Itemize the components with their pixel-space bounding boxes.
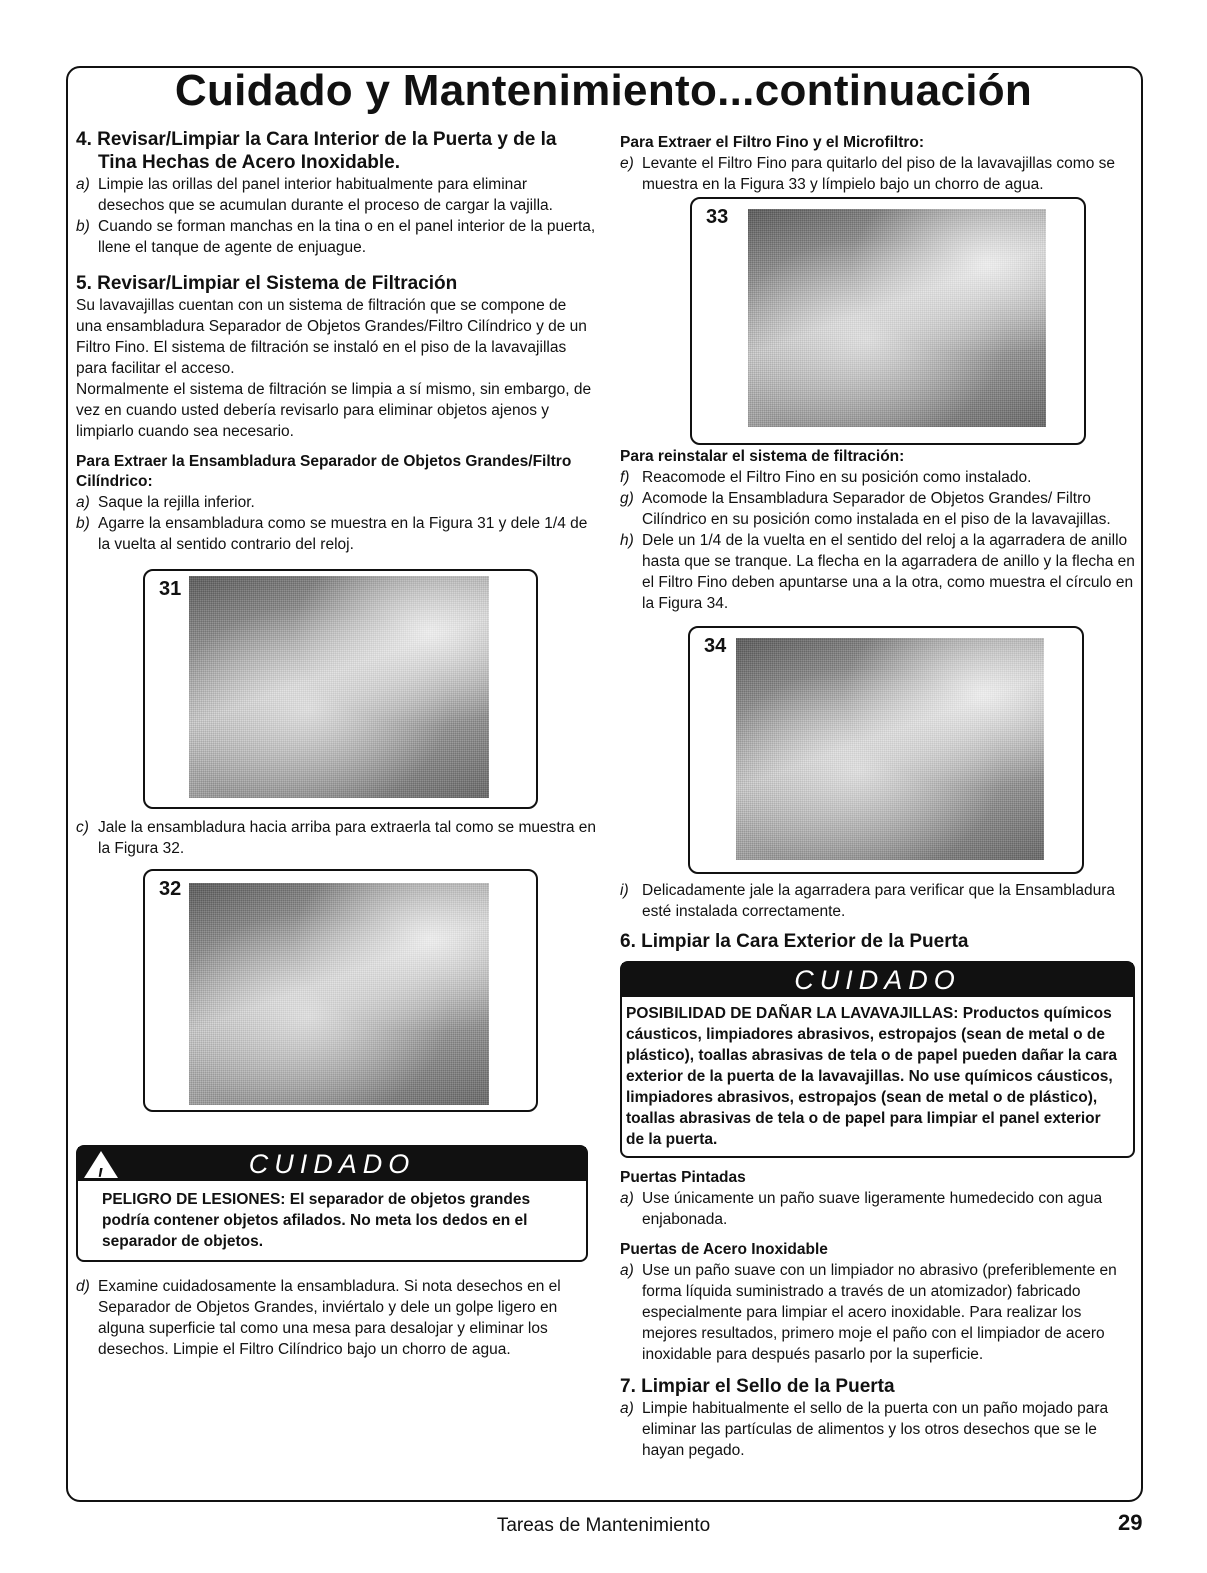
fine-filter-item-e: e) Levante el Filtro Fino para quitarlo del piso de la lavavajillas como se muestra en la Figura 33 y límpielo bajo un chorro de agua. [620, 155, 1115, 193]
figure-32-number: 32 [159, 878, 182, 900]
extract-item-c: c) Jale la ensambladura hacia arriba para extraerla tal como se muestra en la Figura 32. [76, 819, 596, 857]
figure-32 [143, 869, 538, 1112]
page-title: Cuidado y Mantenimiento...continuación [174, 66, 1033, 115]
section-4-title: 4. Revisar/Limpiar la Cara Interior de la Puerta y de la Tina Hechas de Acero Inoxidable. [76, 129, 557, 173]
right-column [620, 133, 1135, 1461]
extract-item-b: b) Agarre la ensambladura como se muestra en la Figura 31 y dele 1/4 de la vuelta al sentido contrario del reloj. [76, 515, 588, 553]
section-5-title: 5. Revisar/Limpiar el Sistema de Filtración [76, 273, 458, 294]
section-7-title: 7. Limpiar el Sello de la Puerta [620, 1376, 895, 1397]
extract-item-d: d) Examine cuidadosamente la ensambladura. Si nota desechos en el Separador de Objetos Grandes, inviértalo y dele un golpe ligero en alguna superficie tal como una mesa para desalojar y eliminar los desechos. Limpie el Filtro Cilíndrico bajo un chorro de agua. [76, 1278, 561, 1358]
caution-text: PELIGRO DE LESIONES: El separador de objetos grandes podría contener objetos afilados. No meta los dedos en el separador de objetos. [102, 1191, 531, 1250]
section-7-item-a: a) Limpie habitualmente el sello de la puerta con un paño mojado para eliminar las partículas de alimentos y los otros desechos que se le hayan pegado. [620, 1400, 1109, 1459]
painted-doors-title: Puertas Pintadas [620, 1169, 746, 1186]
extract-assembly-title: Para Extraer la Ensambladura Separador de Objetos Grandes/Filtro Cilíndrico: [76, 453, 572, 490]
figure-32-photo [189, 883, 489, 1105]
reinstall-title: Para reinstalar el sistema de filtración: [620, 448, 905, 465]
fine-filter-title: Para Extraer el Filtro Fino y el Microfiltro: [620, 134, 925, 151]
extract-item-a: a) Saque la rejilla inferior. [76, 494, 255, 511]
reinstall-item-f: f) Reacomode el Filtro Fino en su posición como instalado. [620, 469, 1032, 486]
figure-34-number: 34 [704, 635, 727, 657]
section-6-title: 6. Limpiar la Cara Exterior de la Puerta [620, 931, 969, 952]
caution-box-injury [76, 1145, 588, 1262]
caution-header: ! CUIDADO [78, 1147, 586, 1181]
figure-31-photo [189, 576, 489, 798]
figure-33-photo [748, 209, 1046, 427]
figure-31-number: 31 [159, 578, 182, 600]
figure-33-number: 33 [706, 206, 729, 228]
left-column [76, 128, 596, 1360]
section-4-item-b: b) Cuando se forman manchas en la tina o en el panel interior de la puerta, llene el tanque de agente de enjuague. [76, 218, 596, 256]
footer-section-name: Tareas de Mantenimiento [496, 1515, 711, 1536]
page-number: 29 [1118, 1510, 1143, 1535]
figure-34-photo [736, 638, 1044, 860]
section-4-item-a: a) Limpie las orillas del panel interior habitualmente para eliminar desechos que se acumulan durante el proceso de cargar la vajilla. [76, 176, 553, 214]
reinstall-item-i: i) Delicadamente jale la agarradera para verificar que la Ensambladura esté instalada correctamente. [620, 882, 1116, 920]
caution-text-2: POSIBILIDAD DE DAÑAR LA LAVAVAJILLAS: Productos químicos cáusticos, limpiadores abrasivos, estropajos (sean de metal o de plástico), toallas abrasivas de tela o de papel pueden dañar la cara exterior de la puerta de la lavavajillas. No use químicos cáusticos, limpiadores abrasivos, estropajos (sean de metal o de plástico), toallas abrasivas de tela o de papel para limpiar el panel exterior de la puerta. [626, 1005, 1118, 1148]
figure-34 [688, 626, 1084, 874]
figure-31 [143, 569, 538, 809]
painted-doors-item-a: a) Use únicamente un paño suave ligeramente humedecido con agua enjabonada. [620, 1190, 1103, 1228]
steel-doors-title: Puertas de Acero Inoxidable [620, 1241, 828, 1258]
caution-box-damage [620, 961, 1135, 1158]
caution-header-2: CUIDADO [622, 963, 1133, 997]
section-5-paragraph-1: Su lavavajillas cuentan con un sistema de filtración que se compone de una ensambladura Separador de Objetos Grandes/Filtro Cilíndrico y de un Filtro Fino. El sistema de filtración se instaló en el piso de la lavavajillas para facilitar el acceso. [76, 297, 587, 377]
section-5-paragraph-2: Normalmente el sistema de filtración se limpia a sí mismo, sin embargo, de vez en cuando usted debería revisarlo para eliminar objetos ajenos y limpiarlo cuando sea necesario. [76, 381, 592, 440]
steel-doors-item-a: a) Use un paño suave con un limpiador no abrasivo (preferiblemente en forma líquida suministrado a través de un atomizador) fabricado especialmente para limpiar el acero inoxidable. Para realizar los mejores resultados, primero moje el paño con el limpiador de acero inoxidable para después pasarlo por la superficie. [620, 1262, 1117, 1363]
reinstall-item-g: g) Acomode la Ensambladura Separador de Objetos Grandes/ Filtro Cilíndrico en su posición como instalada en el piso de la lavavajillas. [620, 490, 1111, 528]
reinstall-item-h: h) Dele un 1/4 de la vuelta en el sentido del reloj a la agarradera de anillo hasta que se tranque. La flecha en la agarradera de anillo y la flecha en el Filtro Fino deben apuntarse una a la otra, como muestra el círculo en la Figura 34. [620, 532, 1135, 612]
figure-33 [690, 197, 1086, 445]
